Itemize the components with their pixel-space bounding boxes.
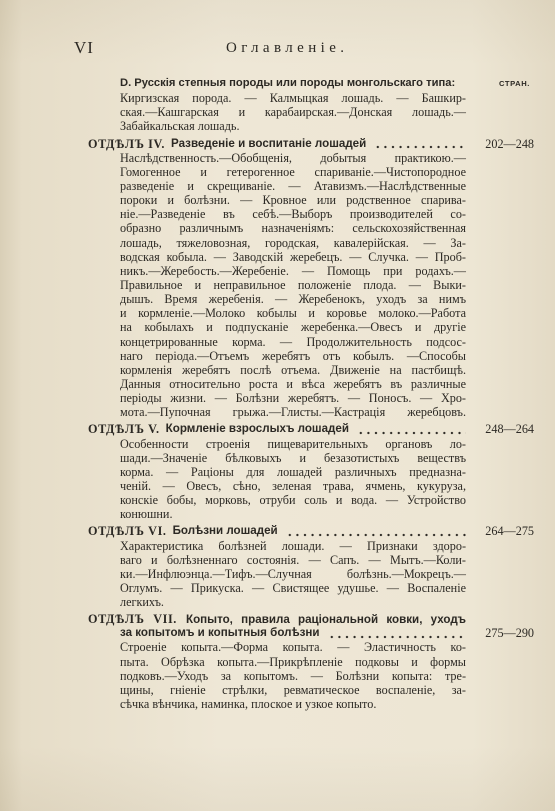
part-title-continued: за копытомъ и копытныя болѣзни (120, 626, 320, 640)
toc-entry-line: Киргизская порода. — Калмыцкая лошадь. — Башкир- (120, 91, 466, 106)
toc-entry-line: щины, гніеніе стрѣлки, ревматическое воспаленіе, за- (120, 682, 466, 697)
toc-entry-line: легкихъ. (120, 595, 164, 610)
toc-entry-line: дышъ. Время жеребенія. — Жеребенокъ, уходъ за нимъ (120, 292, 466, 307)
toc-entry-line: мота.—Пупочная грыжа.—Глисты.—Кастрація жеребцовъ. (120, 405, 466, 420)
toc-entry-line: Данныя относительно роста и вѣса жеребятъ въ различные (120, 376, 466, 391)
dot-leader (328, 626, 466, 640)
part-vii-heading-continued (88, 626, 534, 640)
toc-entry-line: разведеніе и скрещиваніе. — Атавизмъ.—Наслѣдственные (120, 178, 466, 193)
dot-leader (374, 137, 466, 151)
dot-leader (357, 422, 466, 436)
part-vii-heading (88, 612, 466, 626)
toc-entry-line: корма. — Раціоны для лошадей различныхъ предназна- (120, 464, 466, 479)
part-label: ОТДѢЛЪ IV. (88, 136, 166, 151)
part-v-heading (88, 422, 534, 436)
toc-entry-line: кормленія жеребятъ послѣ отъема. Движеніе на пастбищѣ. (120, 362, 466, 377)
toc-entry-line: водская кобыла. — Заводскій жеребецъ. — Случка. — Проб- (120, 249, 466, 264)
toc-entry-line: образно различнымъ назначеніямъ: сельскохозяйственная (120, 221, 466, 236)
running-title: Оглавленіе. (226, 40, 349, 56)
toc-entry-line: ваго и болѣзненнаго состоянія. — Сапъ. — Мытъ.—Коли- (120, 552, 466, 567)
toc-entry-line: ченій. — Овесъ, сѣно, зеленая трава, ячмень, кукуруза, (120, 478, 466, 493)
page-range: 248—264 (485, 422, 534, 437)
toc-entry-line: наго періода.—Отъемъ жеребятъ отъ кобылъ. —Способы (120, 348, 466, 363)
page-range: 264—275 (485, 524, 534, 539)
part-label: ОТДѢЛЪ VII. (88, 612, 177, 627)
toc-entry-line: конюшни. (120, 507, 173, 522)
toc-entry-line: Правильное и неправильное положеніе плода. — Выки- (120, 277, 466, 292)
toc-entry-line: Характеристика болѣзней лошади. — Признаки здоро- (120, 538, 466, 553)
table-of-contents (88, 77, 534, 711)
part-iv-heading (88, 137, 534, 151)
toc-entry-line: Оглумъ. — Прикуска. — Свистящее удушье. — Воспаленіе (120, 580, 466, 595)
toc-entry-line: конскіе бобы, морковь, отруби соль и вода. — Устройство (120, 493, 466, 508)
part-title: Разведеніе и воспитаніе лошадей (171, 136, 367, 150)
part-label: ОТДѢЛЪ VI. (88, 524, 167, 539)
toc-entry-line: ки.—Инфлюэнца.—Тифъ.—Случная болѣзнь.—Мокрецъ.— (120, 566, 466, 581)
subsection-d-heading (88, 77, 534, 91)
part-label: ОТДѢЛЪ V. (88, 422, 160, 437)
toc-entry-line: Особенности строенія пищеварительныхъ органовъ ло- (120, 436, 466, 451)
toc-entry-line: никъ.—Жеребость.—Жеребеніе. — Помощь при родахъ.— (120, 263, 466, 278)
toc-entry-line: ніе.—Разведеніе въ себѣ.—Выборъ производителей со- (120, 207, 466, 222)
part-title: Копыто, правила раціональной ковки, уходъ (186, 613, 467, 627)
toc-entry-line: Наслѣдственность.—Обобщенія, добытыя практикою.— (120, 150, 466, 165)
dot-leader (286, 524, 466, 538)
part-title: Болѣзни лошадей (172, 524, 278, 538)
page-number: VI (74, 38, 94, 57)
subsection-d-title: D. Русскія степныя породы или породы монгольскаго типа: (120, 77, 456, 89)
toc-entry-line: ская.—Кашгарская и карабаирская.—Донская лошадь.— (120, 105, 466, 120)
toc-entry-line: Забайкальская лошадь. (120, 119, 240, 134)
page-range: 202—248 (485, 136, 534, 151)
toc-entry-line: подковъ.—Уходъ за копытомъ. — Болѣзни копыта: тре- (120, 668, 466, 683)
toc-entry-line: лошадь, тяжеловозная, городская, кавалерійская. — За- (120, 235, 466, 250)
page-range: 275—290 (485, 626, 534, 641)
part-title: Кормленіе взрослыхъ лошадей (165, 422, 349, 436)
toc-entry-line: концетрированные корма. — Продолжительность подсос- (120, 334, 466, 349)
toc-entry-line: пыта. Обрѣзка копыта.—Прикрѣпленіе подковы и формы (120, 654, 466, 669)
toc-entry-line: сѣчка вѣнчика, наминка, плоское и узкое копыто. (120, 697, 377, 712)
toc-entry-line: Гомогенное и гетерогенное спариваніе.—Чистопородное (120, 164, 466, 179)
toc-entry-line: Строеніе копыта.—Форма копыта. — Эластичность ко- (120, 640, 466, 655)
toc-entry-line: на кобылахъ и подпусканіе жеребенка.—Овесъ и другіе (120, 320, 466, 335)
toc-entry-line: и кормленіе.—Молоко кобылы и коровье молоко.—Работа (120, 306, 466, 321)
toc-entry-line: пороки и болѣзни. — Кровное или родственное спарива- (120, 193, 466, 208)
part-vi-heading (88, 524, 534, 538)
pages-column-label: СТРАН. (498, 79, 530, 88)
toc-entry-line: шади.—Значеніе бѣлковыхъ и безазотистыхъ веществъ (120, 450, 466, 465)
toc-entry-line: періоды жизни. — Болѣзни жеребятъ. — Поносъ. — Хро- (120, 391, 466, 406)
